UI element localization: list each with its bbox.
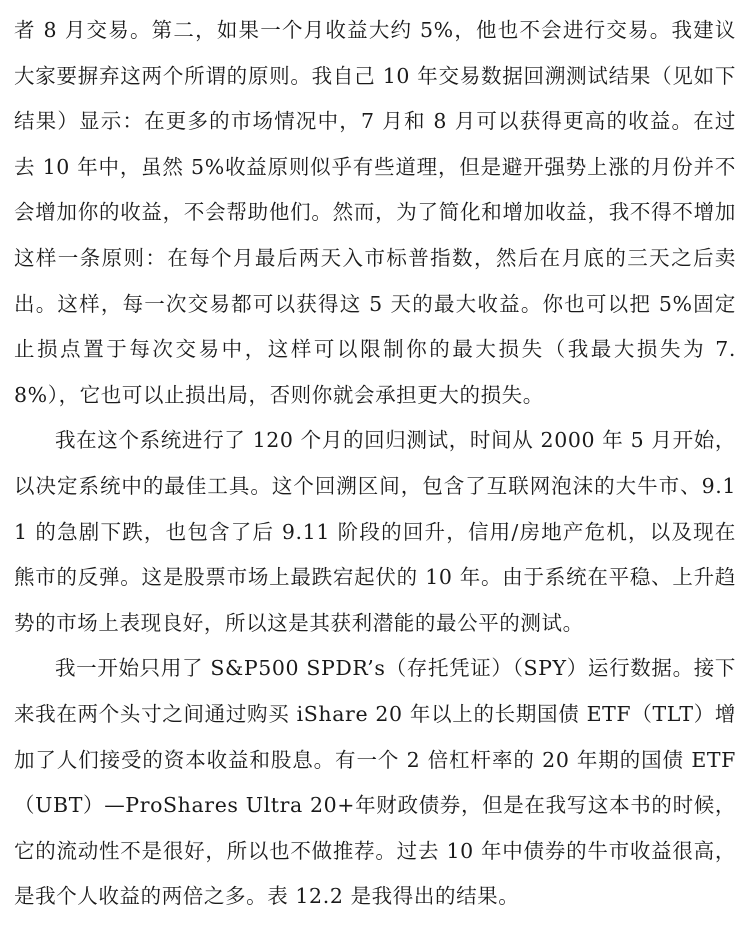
paragraph-2: 我在这个系统进行了 120 个月的回归测试，时间从 2000 年 5 月开始，以决定系统中的最佳工具。这个回溯区间，包含了互联网泡沫的大牛市、9.11 的急剧下跌，也包含了后 9.11 阶段的回升，信用/房地产危机，以及现在熊市的反弹。这是股票市场上最跌宕起伏的 10 年。由于系统在平稳、上升趋势的市场上表现良好，所以这是其获利潜能的最公平的测试。 <box>14 428 736 635</box>
paragraph-3: 我一开始只用了 S&P500 SPDR’s（存托凭证）（SPY）运行数据。接下来我在两个头寸之间通过购买 iShare 20 年以上的长期国债 ETF（TLT）增加了人们接受的资本收益和股息。有一个 2 倍杠杆率的 20 年期的国债 ETF（UBT）—ProShares Ultra 20+年财政债券，但是在我写这本书的时候，它的流动性不是很好，所以也不做推荐。过去 10 年中债券的牛市收益很高，是我个人收益的两倍之多。表 12.2 是我得出的结果。 <box>14 656 736 909</box>
paragraph-1: 者 8 月交易。第二，如果一个月收益大约 5%，他也不会进行交易。我建议大家要摒弃这两个所谓的原则。我自己 10 年交易数据回溯测试结果（见如下结果）显示：在更多的市场情况中，7 月和 8 月可以获得更高的收益。在过去 10 年中，虽然 5%收益原则似乎有些道理，但是避开强势上涨的月份并不会增加你的收益，不会帮助他们。然而，为了简化和增加收益，我不得不增加这样一条原则：在每个月最后两天入市标普指数，然后在月底的三天之后卖出。这样，每一次交易都可以获得这 5 天的最大收益。你也可以把 5%固定止损点置于每次交易中，这样可以限制你的最大损失（我最大损失为 7.8%），它也可以止损出局，否则你就会承担更大的损失。 <box>14 18 736 407</box>
document-page <box>14 8 736 920</box>
